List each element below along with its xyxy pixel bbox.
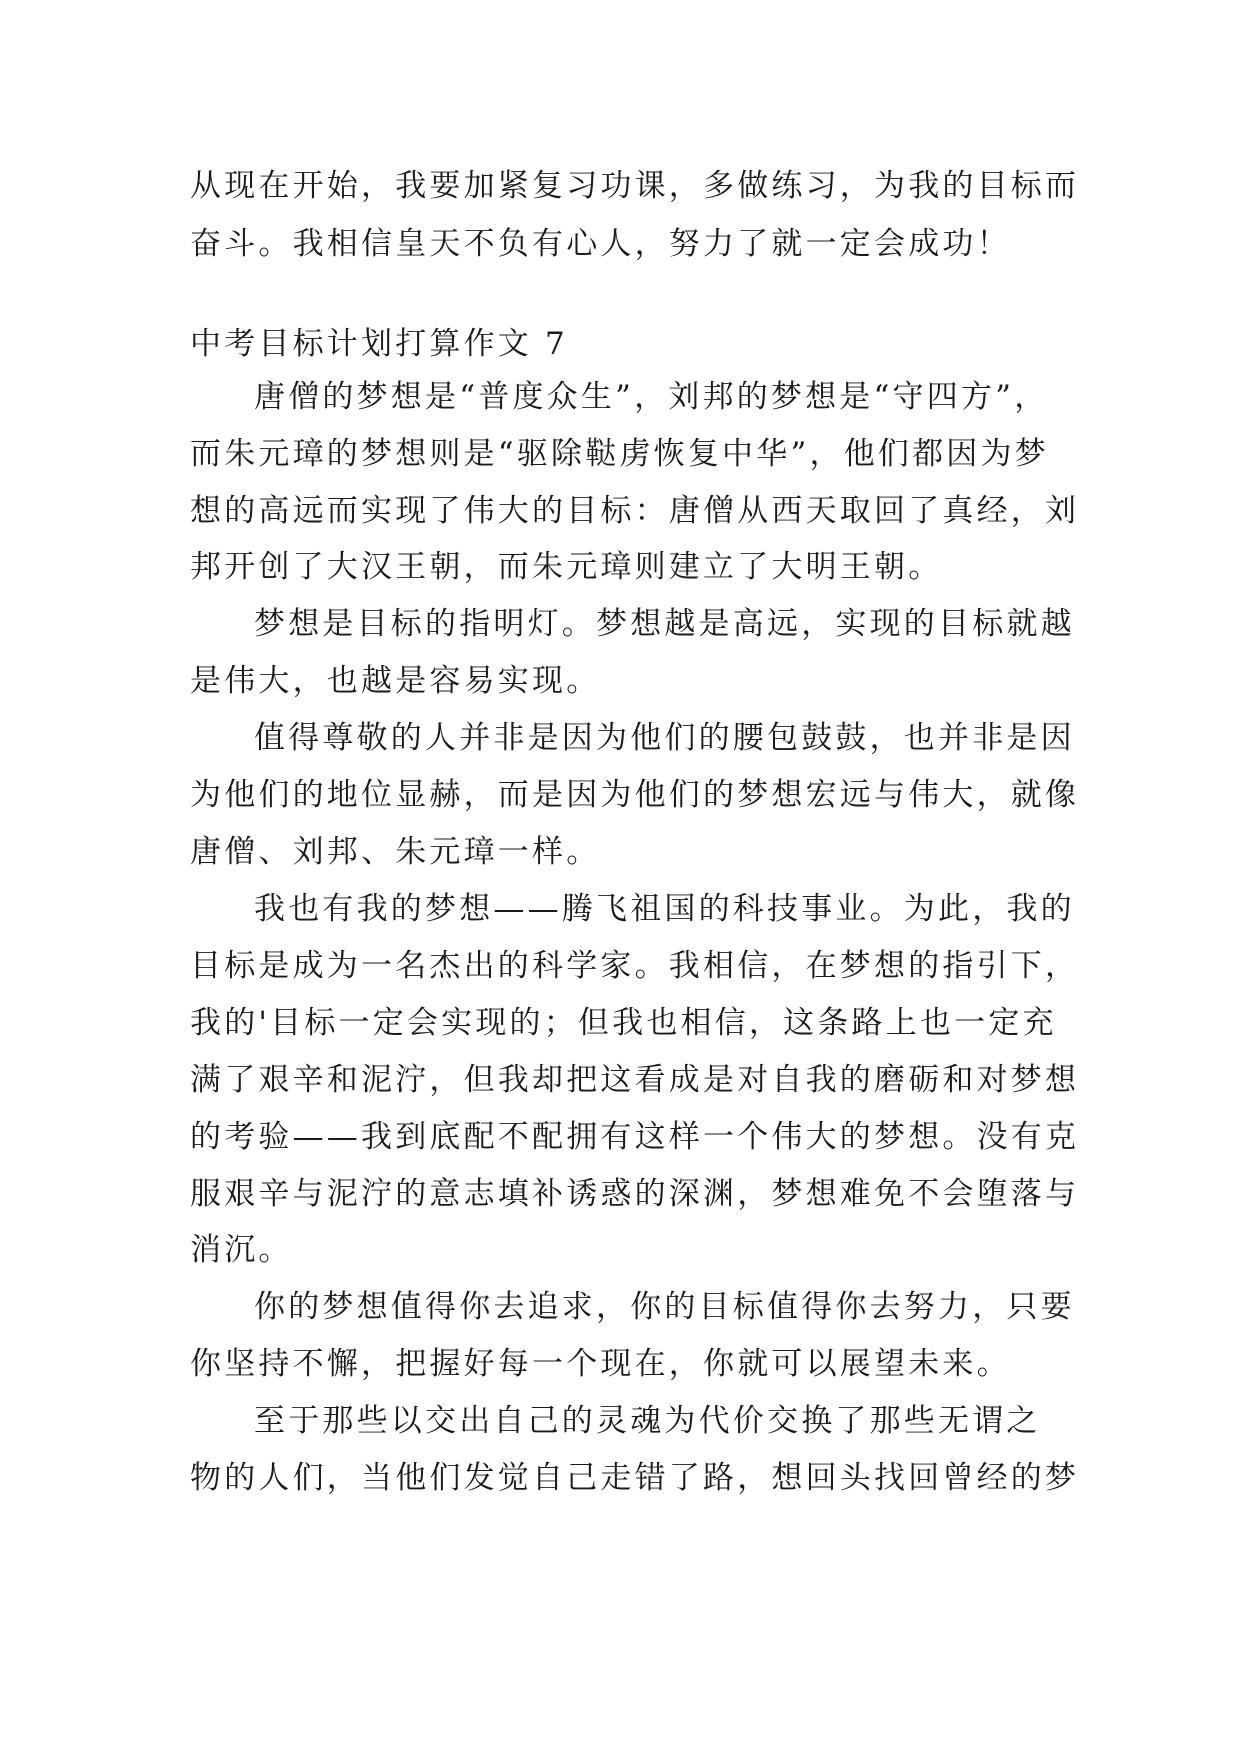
paragraph-4-line-3: 我的'目标一定会实现的；但我也相信，这条路上也一定充 [190, 1005, 1057, 1041]
paragraph-1-line-2: 而朱元璋的梦想则是“驱除鞑虏恢复中华”，他们都因为梦 [190, 436, 1049, 472]
paragraph-3-line-1: 值得尊敬的人并非是因为他们的腰包鼓鼓，也并非是因 [254, 720, 1075, 756]
paragraph-2-line-1: 梦想是目标的指明灯。梦想越是高远，实现的目标就越 [254, 606, 1075, 642]
paragraph-4-line-7: 消沉。 [190, 1232, 293, 1268]
paragraph-4-line-4: 满了艰辛和泥泞，但我却把这看成是对自我的磨砺和对梦想 [190, 1062, 1080, 1098]
paragraph-2-line-2: 是伟大，也越是容易实现。 [190, 663, 601, 699]
paragraph-3-line-2: 为他们的地位显赫，而是因为他们的梦想宏远与伟大，就像 [190, 777, 1080, 813]
continuation-line-1: 从现在开始，我要加紧复习功课，多做练习，为我的目标而 [190, 168, 1080, 204]
paragraph-6-line-1: 至于那些以交出自己的灵魂为代价交换了那些无谓之 [254, 1403, 1041, 1439]
paragraph-1-line-4: 邦开创了大汉王朝，而朱元璋则建立了大明王朝。 [190, 549, 943, 585]
paragraph-5-line-2: 你坚持不懈，把握好每一个现在，你就可以展望未来。 [190, 1346, 1011, 1382]
paragraph-3-line-3: 唐僧、刘邦、朱元璋一样。 [190, 834, 601, 870]
paragraph-4-line-6: 服艰辛与泥泞的意志填补诱惑的深渊，梦想难免不会堕落与 [190, 1176, 1080, 1212]
paragraph-6-line-2: 物的人们，当他们发觉自己走错了路，想回头找回曾经的梦 [190, 1460, 1080, 1496]
paragraph-4-line-5: 的考验——我到底配不配拥有这样一个伟大的梦想。没有克 [190, 1119, 1080, 1155]
paragraph-5-line-1: 你的梦想值得你去追求，你的目标值得你去努力，只要 [254, 1289, 1075, 1325]
section-title: 中考目标计划打算作文 7 [190, 326, 568, 362]
paragraph-1-line-1: 唐僧的梦想是“普度众生”，刘邦的梦想是“守四方”， [254, 379, 1049, 415]
paragraph-4-line-2: 目标是成为一名杰出的科学家。我相信，在梦想的指引下， [190, 948, 1080, 984]
paragraph-1-line-3: 想的高远而实现了伟大的目标：唐僧从西天取回了真经，刘 [190, 493, 1080, 529]
paragraph-4-line-1: 我也有我的梦想——腾飞祖国的科技事业。为此，我的 [254, 891, 1075, 927]
continuation-line-2: 奋斗。我相信皇天不负有心人，努力了就一定会成功！ [190, 226, 1011, 262]
